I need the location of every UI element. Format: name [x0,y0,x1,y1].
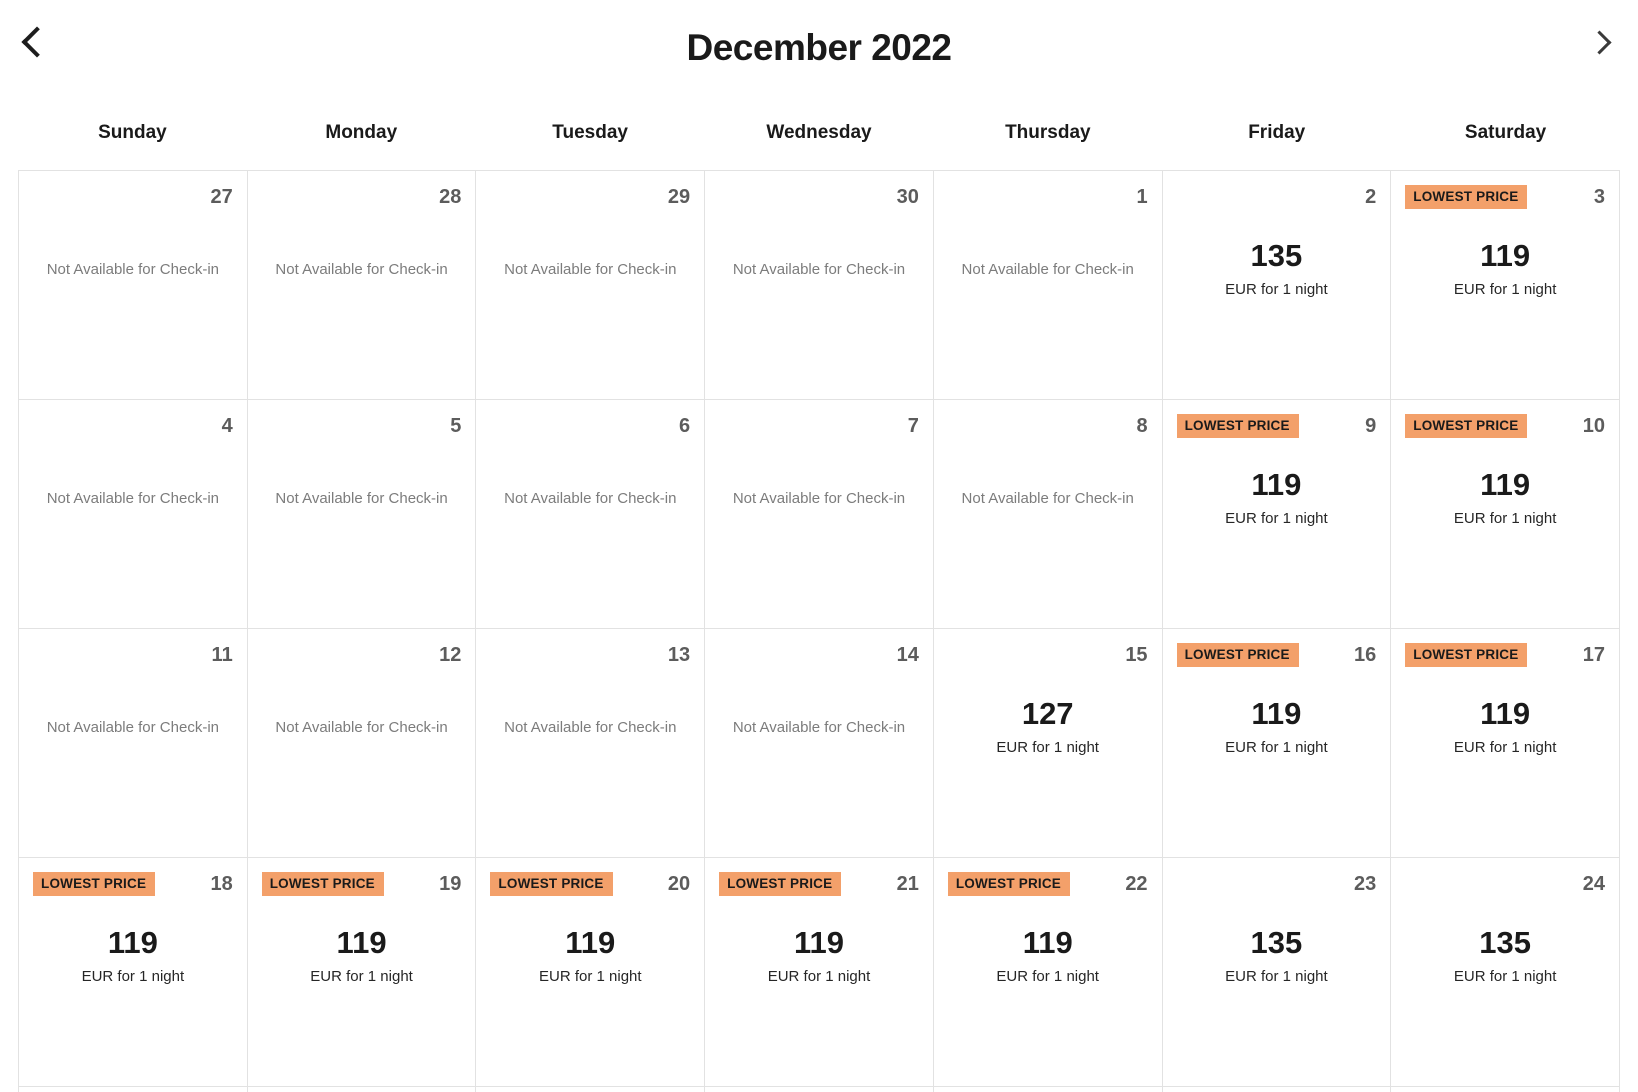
day-cell-header [948,872,1148,900]
day-number: 18 [210,873,233,895]
lowest-price-badge: LOWEST PRICE [1405,414,1527,438]
price-amount: 119 [1480,696,1531,731]
calendar-cell-empty [934,1087,1163,1092]
day-cell-header [33,643,233,671]
calendar-day-cell [934,171,1163,400]
day-cell-header [1405,185,1605,213]
day-cell-header [490,414,690,442]
day-number: 5 [450,415,462,437]
weekday-label-thursday: Thursday [1005,122,1091,143]
weekday-label-friday: Friday [1248,122,1306,143]
price-block [262,926,462,985]
unavailable-label: Not Available for Check-in [275,719,448,736]
day-number: 12 [439,644,462,666]
calendar-header [0,0,1638,96]
unavailable-label: Not Available for Check-in [275,490,448,507]
previous-month-button[interactable] [10,12,64,72]
price-block [1405,926,1605,985]
price-currency-label: EUR for 1 night [1453,739,1557,757]
price-currency-label: EUR for 1 night [1453,281,1557,299]
calendar-day-cell [19,171,248,400]
price-block [33,926,233,985]
calendar-day-cell [248,171,477,400]
lowest-price-badge: LOWEST PRICE [1405,643,1527,667]
weekday-header-row [0,96,1638,170]
calendar-day-cell [19,629,248,858]
price-currency-label: EUR for 1 night [539,968,642,986]
day-cell-header [1405,414,1605,442]
calendar-day-cell [934,400,1163,629]
calendar-day-cell [705,400,934,629]
day-number: 2 [1365,186,1377,208]
calendar-day-cell[interactable] [1391,400,1620,629]
lowest-price-badge: LOWEST PRICE [33,872,155,896]
calendar-day-cell[interactable] [1391,858,1620,1087]
day-number: 13 [667,644,691,666]
day-number: 15 [1125,644,1148,666]
calendar-day-cell[interactable] [476,858,705,1087]
price-amount: 135 [1479,925,1531,960]
chevron-right-icon [1587,30,1611,54]
unavailable-label: Not Available for Check-in [504,490,677,507]
day-cell-header [490,185,690,213]
price-currency-label: EUR for 1 night [1225,510,1328,528]
price-currency-label: EUR for 1 night [767,968,871,986]
calendar-cell-empty [705,1087,934,1092]
calendar-day-cell [19,400,248,629]
next-month-button[interactable] [1572,12,1626,72]
calendar-cell-empty [1391,1087,1620,1092]
calendar-grid [18,170,1620,1092]
calendar-day-cell[interactable] [1163,858,1392,1087]
weekday-label-saturday: Saturday [1464,122,1547,143]
day-number: 28 [439,186,462,208]
lowest-price-badge: LOWEST PRICE [490,872,612,896]
calendar-cell-empty [19,1087,248,1092]
day-number: 11 [211,644,233,666]
calendar-day-cell[interactable] [1163,171,1392,400]
day-number: 10 [1582,415,1605,437]
price-amount: 119 [1480,238,1531,273]
price-block [490,926,690,985]
day-cell-header [1177,872,1377,900]
day-cell-header [719,414,919,442]
price-currency-label: EUR for 1 night [996,968,1099,986]
price-amount: 119 [793,925,844,960]
day-cell-header [719,185,919,213]
price-block [948,697,1148,756]
calendar-day-cell[interactable] [705,858,934,1087]
calendar-day-cell[interactable] [1163,629,1392,858]
price-amount: 119 [1480,467,1531,502]
price-amount: 119 [336,925,387,960]
day-cell-header [719,872,919,900]
day-number: 14 [896,644,919,666]
calendar-day-cell [476,400,705,629]
calendar-day-cell [476,629,705,858]
day-cell-header [948,414,1148,442]
day-number: 20 [667,873,691,895]
unavailable-label: Not Available for Check-in [732,490,906,507]
calendar-day-cell[interactable] [248,858,477,1087]
calendar-day-cell [476,171,705,400]
day-number: 29 [667,186,691,208]
day-number: 22 [1125,873,1148,895]
unavailable-label: Not Available for Check-in [504,261,677,278]
calendar-day-cell [248,629,477,858]
day-number: 19 [439,873,462,895]
price-currency-label: EUR for 1 night [310,968,413,986]
price-block [948,926,1148,985]
day-number: 3 [1593,186,1605,208]
day-cell-header [33,185,233,213]
calendar-day-cell[interactable] [1163,400,1392,629]
day-number: 27 [210,186,233,208]
lowest-price-badge: LOWEST PRICE [719,872,841,896]
unavailable-label: Not Available for Check-in [46,261,219,278]
lowest-price-badge: LOWEST PRICE [1177,414,1299,438]
day-number: 23 [1354,873,1377,895]
price-amount: 119 [107,925,158,960]
unavailable-label: Not Available for Check-in [504,719,677,736]
day-number: 9 [1365,415,1377,437]
price-currency-label: EUR for 1 night [996,739,1099,757]
day-number: 1 [1136,186,1148,208]
price-currency-label: EUR for 1 night [81,968,185,986]
lowest-price-badge: LOWEST PRICE [1177,643,1299,667]
price-block [1177,697,1377,756]
price-amount: 119 [1022,925,1073,960]
calendar-day-cell [705,171,934,400]
day-cell-header [719,643,919,671]
weekday-label-tuesday: Tuesday [552,122,628,143]
unavailable-label: Not Available for Check-in [732,719,906,736]
unavailable-label: Not Available for Check-in [961,490,1134,507]
calendar-day-cell [705,629,934,858]
day-cell-header [1405,872,1605,900]
day-cell-header [262,185,462,213]
lowest-price-badge: LOWEST PRICE [948,872,1070,896]
day-cell-header [262,414,462,442]
price-block [1177,926,1377,985]
calendar-day-cell [248,400,477,629]
day-number: 6 [679,415,691,437]
price-block [1405,468,1605,527]
day-cell-header [262,872,462,900]
day-number: 21 [896,873,919,895]
price-amount: 135 [1250,925,1303,960]
calendar-cell-empty [476,1087,705,1092]
page-title: December 2022 [686,27,952,68]
calendar-day-cell[interactable] [19,858,248,1087]
price-block [1405,697,1605,756]
weekday-label-sunday: Sunday [98,122,167,143]
day-cell-header [33,872,233,900]
day-cell-header [1177,414,1377,442]
day-cell-header [262,643,462,671]
price-block [1177,468,1377,527]
price-currency-label: EUR for 1 night [1225,968,1328,986]
price-amount: 127 [1021,696,1074,731]
price-block [1405,239,1605,298]
lowest-price-badge: LOWEST PRICE [1405,185,1527,209]
calendar-cell-empty [1163,1087,1392,1092]
chevron-left-icon [21,26,52,57]
day-number: 16 [1354,644,1377,666]
price-amount: 119 [1251,696,1302,731]
day-cell-header [948,185,1148,213]
calendar-day-cell[interactable] [934,629,1163,858]
day-cell-header [948,643,1148,671]
unavailable-label: Not Available for Check-in [732,261,906,278]
day-cell-header [490,643,690,671]
price-currency-label: EUR for 1 night [1453,968,1557,986]
day-number: 24 [1582,873,1605,895]
day-cell-header [1405,643,1605,671]
price-currency-label: EUR for 1 night [1453,510,1557,528]
lowest-price-badge: LOWEST PRICE [262,872,384,896]
day-number: 7 [907,415,919,437]
day-cell-header [490,872,690,900]
price-currency-label: EUR for 1 night [1225,739,1328,757]
calendar-day-cell[interactable] [934,858,1163,1087]
unavailable-label: Not Available for Check-in [46,490,219,507]
calendar-cell-empty [248,1087,477,1092]
unavailable-label: Not Available for Check-in [961,261,1134,278]
unavailable-label: Not Available for Check-in [275,261,448,278]
day-number: 8 [1136,415,1148,437]
day-cell-header [1177,643,1377,671]
price-block [1177,239,1377,298]
calendar-day-cell[interactable] [1391,171,1620,400]
day-number: 4 [221,415,233,437]
day-cell-header [1177,185,1377,213]
weekday-label-monday: Monday [325,122,398,143]
weekday-label-wednesday: Wednesday [766,122,872,143]
day-cell-header [33,414,233,442]
price-amount: 135 [1250,238,1303,273]
price-amount: 119 [565,925,616,960]
unavailable-label: Not Available for Check-in [46,719,219,736]
day-number: 30 [896,186,919,208]
price-amount: 119 [1251,467,1302,502]
day-number: 17 [1582,644,1605,666]
calendar-day-cell[interactable] [1391,629,1620,858]
price-block [719,926,919,985]
price-currency-label: EUR for 1 night [1225,281,1328,299]
